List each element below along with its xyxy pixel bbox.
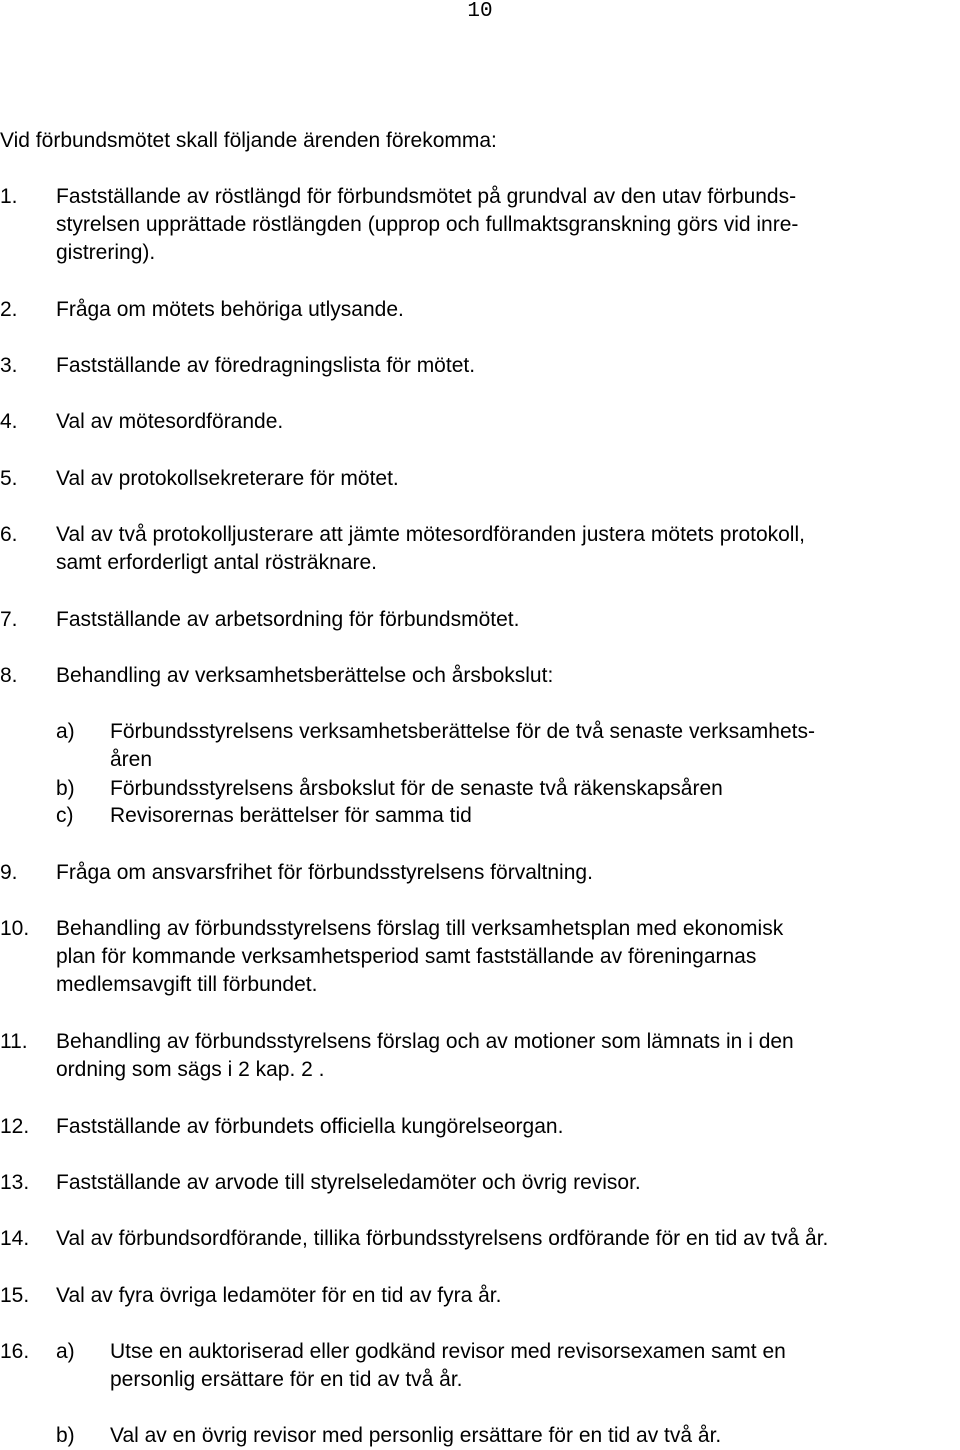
item-number: 8. [0, 664, 18, 687]
text-line: plan för kommande verksamhetsperiod samt fastställande av föreningarnas [56, 945, 757, 968]
item-text [56, 1028, 956, 1084]
text-line: Val av protokollsekreterare för mötet. [56, 467, 399, 490]
item-number: 10. [0, 917, 30, 940]
item-number: 2. [0, 298, 18, 321]
item-text [56, 1225, 956, 1253]
text-line: Behandling av förbundsstyrelsens förslag och av motioner som lämnats in i den [56, 1030, 794, 1053]
item-text [56, 352, 956, 380]
item-number: 9. [0, 861, 18, 884]
text-line: Val av en övrig revisor med personlig ersättare för en tid av två år. [110, 1424, 722, 1447]
text-line: Utse en auktoriserad eller godkänd revisor med revisorsexamen samt en [110, 1340, 786, 1363]
item-number: 1. [0, 185, 18, 208]
text-line: Behandling av verksamhetsberättelse och årsbokslut: [56, 664, 554, 687]
item-text [56, 183, 956, 267]
item-number: 15. [0, 1284, 30, 1307]
item-text [56, 408, 956, 436]
text-line: Fastställande av arvode till styrelseledamöter och övrig revisor. [56, 1171, 641, 1194]
text-line: Förbundsstyrelsens årsbokslut för de senaste två räkenskapsåren [110, 777, 723, 800]
item-text [56, 1282, 956, 1310]
text-line: Förbundsstyrelsens verksamhetsberättelse för de två senaste verksamhets- [110, 720, 815, 743]
text-line: ordning som sägs i 2 kap. 2 . [56, 1058, 325, 1081]
item-number: 11. [0, 1030, 28, 1053]
text-line: Val av förbundsordförande, tillika förbundsstyrelsens ordförande för en tid av två år. [56, 1227, 829, 1250]
item-number: 7. [0, 608, 18, 631]
sub-item-letter: a) [56, 720, 75, 743]
sub-item-letter: b) [56, 777, 75, 800]
item-number: 12. [0, 1115, 30, 1138]
page-number: 10 [467, 0, 493, 23]
item-number: 14. [0, 1227, 30, 1250]
text-line: Fråga om mötets behöriga utlysande. [56, 298, 404, 321]
text-line: medlemsavgift till förbundet. [56, 973, 318, 996]
sub-item-letter: c) [56, 804, 74, 827]
text-line: Fråga om ansvarsfrihet för förbundsstyrelsens förvaltning. [56, 861, 593, 884]
sub-item-text [110, 718, 950, 774]
item-number: 6. [0, 523, 18, 546]
item-number: 5. [0, 467, 18, 490]
text-line: Fastställande av röstlängd för förbundsmötet på grundval av den utav förbunds- [56, 185, 797, 208]
text-line: samt erforderligt antal rösträknare. [56, 551, 377, 574]
sub-item-text [110, 802, 950, 830]
text-line: åren [110, 748, 153, 771]
item-text [56, 662, 956, 690]
text-line: Revisorernas berättelser för samma tid [110, 804, 472, 827]
text-line: Fastställande av förbundets officiella kungörelseorgan. [56, 1115, 564, 1138]
item-number: 4. [0, 410, 18, 433]
intro-text: Vid förbundsmötet skall följande ärenden förekomma: [0, 129, 497, 152]
text-line: gistrering). [56, 241, 156, 264]
text-line: Val av mötesordförande. [56, 410, 284, 433]
item-number: 16. [0, 1340, 30, 1363]
item-text [56, 296, 956, 324]
sub-item-text [110, 1338, 950, 1394]
item-text [56, 859, 956, 887]
item-text [56, 915, 956, 999]
text-line: personlig ersättare för en tid av två år. [110, 1368, 463, 1391]
item-text [56, 465, 956, 493]
sub-item-letter: a) [56, 1340, 75, 1363]
text-line: Val av två protokolljusterare att jämte mötesordföranden justera mötets protokoll, [56, 523, 805, 546]
sub-item-letter: b) [56, 1424, 75, 1447]
item-text [56, 1169, 956, 1197]
text-line: Fastställande av arbetsordning för förbundsmötet. [56, 608, 520, 631]
item-number: 13. [0, 1171, 30, 1194]
item-text [56, 1113, 956, 1141]
sub-item-text [110, 775, 950, 803]
text-line: Val av fyra övriga ledamöter för en tid av fyra år. [56, 1284, 502, 1307]
item-text [56, 606, 956, 634]
text-line: Behandling av förbundsstyrelsens förslag till verksamhetsplan med ekonomisk [56, 917, 784, 940]
text-line: Fastställande av föredragningslista för mötet. [56, 354, 476, 377]
item-number: 3. [0, 354, 18, 377]
item-text [56, 521, 956, 577]
sub-item-text [110, 1422, 950, 1450]
text-line: styrelsen upprättade röstlängden (upprop och fullmaktsgranskning görs vid inre- [56, 213, 799, 236]
